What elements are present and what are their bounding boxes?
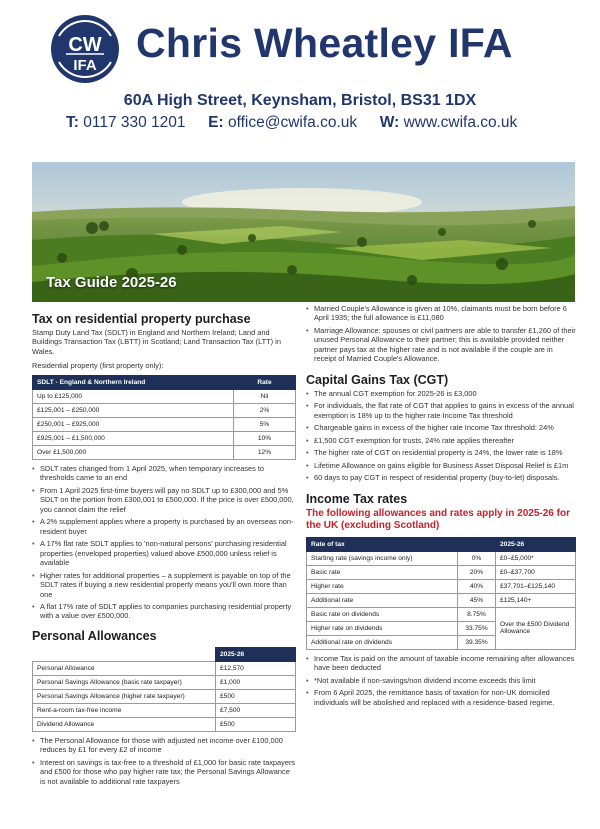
list-item: • A 2% supplement applies where a property is purchased by an overseas non-resident buyer xyxy=(32,517,296,536)
list-item: • Married Couple's Allowance is given at 10%, claimants must be born before 6 April 1935; the full allowance is £11,080 xyxy=(306,304,576,323)
table-row xyxy=(33,445,296,459)
table-cell: £12,570 xyxy=(216,661,296,675)
sdlt-heading: Tax on residential property purchase xyxy=(32,312,251,326)
table-cell: Higher rate on dividends xyxy=(307,621,458,635)
table-cell: £0–£5,000* xyxy=(496,551,576,565)
table-cell: Nil xyxy=(234,389,296,403)
phone-number[interactable]: 0117 330 1201 xyxy=(83,114,186,131)
table-cell: Personal Savings Allowance (higher rate taxpayer) xyxy=(33,689,216,703)
income-tax-heading: Income Tax rates xyxy=(306,491,408,506)
list-item: • 60 days to pay CGT in respect of residential property (buy-to-let) disposals. xyxy=(306,473,576,482)
table-cell: 2% xyxy=(234,403,296,417)
dividend-note-cell: Over the £500 Dividend Allowance xyxy=(496,607,576,649)
table-cell: Over £1,500,000 xyxy=(33,445,234,459)
table-header: Rate xyxy=(234,375,296,389)
table-cell: 20% xyxy=(458,565,496,579)
married-allowance-list xyxy=(306,304,576,364)
table-row xyxy=(33,431,296,445)
table-cell: £925,001 – £1,500,000 xyxy=(33,431,234,445)
list-item: • £1,500 CGT exemption for trusts, 24% rate applies thereafter xyxy=(306,436,576,445)
income-tax-table xyxy=(306,537,576,650)
table-cell: Additional rate on dividends xyxy=(307,635,458,649)
table-cell: Additional rate xyxy=(307,593,458,607)
table-row xyxy=(307,593,576,607)
table-header: SDLT - England & Northern Ireland xyxy=(33,375,234,389)
list-item: • Lifetime Allowance on gains eligible for Business Asset Disposal Relief is £1m xyxy=(306,461,576,470)
sdlt-intro: Stamp Duty Land Tax (SDLT) in England and Northern Ireland; Land and Buildings Transaction Tax (LBTT) in Scotland; Land Transaction Tax (LTT) in Wales. xyxy=(32,328,281,356)
table-row xyxy=(33,703,296,717)
table-header: 2025-26 xyxy=(496,537,576,551)
table-cell: Basic rate xyxy=(307,565,458,579)
table-cell: 33.75% xyxy=(458,621,496,635)
table-row xyxy=(307,565,576,579)
list-item: • Interest on savings is tax-free to a threshold of £1,000 for basic rate taxpayers and £500 for those who pay higher rate tax; the Personal Savings Allowance is not available to additional rate taxpayers xyxy=(32,758,296,786)
personal-allowances-table xyxy=(32,647,296,732)
table-cell: 0% xyxy=(458,551,496,565)
table-cell: 39.35% xyxy=(458,635,496,649)
sdlt-table xyxy=(32,375,296,460)
table-header xyxy=(458,537,496,551)
table-row xyxy=(307,551,576,565)
website-link[interactable]: www.cwifa.co.uk xyxy=(403,114,518,131)
table-cell: 40% xyxy=(458,579,496,593)
email-link[interactable]: office@cwifa.co.uk xyxy=(227,114,358,131)
firm-name: Chris Wheatley IFA xyxy=(136,20,513,66)
list-item: • Chargeable gains in excess of the higher rate Income Tax threshold: 24% xyxy=(306,423,576,432)
firm-address: 60A High Street, Keynsham, Bristol, BS31 1DX xyxy=(123,92,477,109)
left-column xyxy=(32,312,296,789)
contact-line xyxy=(66,114,517,132)
hero-banner xyxy=(32,162,575,302)
table-cell: Basic rate on dividends xyxy=(307,607,458,621)
list-item: • A flat 17% rate of SDLT applies to companies purchasing residential property with a value over £500,000. xyxy=(32,602,296,621)
list-item: • From 1 April 2025 first-time buyers will pay no SDLT up to £300,000 and 5% SDLT on the portion from £300,001 to £500,000. If the price is over £500,000, you cannot claim the relief xyxy=(32,486,296,514)
table-row xyxy=(33,675,296,689)
list-item: • Higher rates for additional properties – a supplement is payable on top of the SDLT rates if buying a new residential property means you'll own more than one xyxy=(32,571,296,599)
list-item: • SDLT rates changed from 1 April 2025, when temporary increases to thresholds came to an end xyxy=(32,464,296,483)
table-cell: £125,001 – £250,000 xyxy=(33,403,234,417)
personal-allowances-notes-list xyxy=(32,736,296,786)
table-cell: 10% xyxy=(234,431,296,445)
list-item: • Income Tax is paid on the amount of taxable income remaining after allowances have been deducted xyxy=(306,654,576,673)
table-row xyxy=(33,689,296,703)
list-item: • The Personal Allowance for those with adjusted net income over £100,000 reduces by £1 for every £2 of income xyxy=(32,736,296,755)
table-header: Rate of tax xyxy=(307,537,458,551)
table-row xyxy=(33,403,296,417)
table-cell: £500 xyxy=(216,717,296,731)
sdlt-notes-list xyxy=(32,464,296,621)
right-column xyxy=(306,304,576,710)
table-cell: Starting rate (savings income only) xyxy=(307,551,458,565)
table-row xyxy=(33,661,296,675)
table-cell: 12% xyxy=(234,445,296,459)
list-item: • Marriage Allowance: spouses or civil partners are able to transfer £1,260 of their unused Personal Allowance to their partner; this is available provided neither partner pays tax at the higher rate and is not available if the couple are in receipt of Married Couple's Allowance. xyxy=(306,326,576,364)
web-label: W: xyxy=(379,114,400,131)
table-row xyxy=(33,389,296,403)
table-cell: Higher rate xyxy=(307,579,458,593)
table-cell: 45% xyxy=(458,593,496,607)
table-cell: £1,000 xyxy=(216,675,296,689)
table-cell: Personal Savings Allowance (basic rate taxpayer) xyxy=(33,675,216,689)
page-header xyxy=(0,0,600,160)
table-row xyxy=(307,579,576,593)
table-cell: 8.75% xyxy=(458,607,496,621)
table-cell: Up to £125,000 xyxy=(33,389,234,403)
table-cell: Dividend Allowance xyxy=(33,717,216,731)
table-cell: £250,001 – £925,000 xyxy=(33,417,234,431)
table-row xyxy=(33,717,296,731)
table-cell: Personal Allowance xyxy=(33,661,216,675)
list-item: • For individuals, the flat rate of CGT that applies to gains in excess of the annual exemption is 18% up to the higher rate Income Tax threshold xyxy=(306,401,576,420)
guide-title: Tax Guide 2025-26 xyxy=(46,274,177,291)
cgt-heading: Capital Gains Tax (CGT) xyxy=(306,372,449,387)
table-cell: £125,140+ xyxy=(496,593,576,607)
table-row xyxy=(307,607,576,621)
table-cell: £7,500 xyxy=(216,703,296,717)
table-cell: £500 xyxy=(216,689,296,703)
table-row xyxy=(33,417,296,431)
email-label: E: xyxy=(208,114,224,131)
cgt-list xyxy=(306,389,576,483)
cwifa-logo-icon xyxy=(50,14,120,84)
list-item: • The annual CGT exemption for 2025-26 is £3,000 xyxy=(306,389,576,398)
table-cell: £0–£37,700 xyxy=(496,565,576,579)
personal-allowances-heading: Personal Allowances xyxy=(32,628,157,643)
income-tax-subheading: The following allowances and rates apply in 2025-26 for the UK (excluding Scotland) xyxy=(306,507,570,531)
list-item: • A 17% flat rate SDLT applies to 'non-natural persons' purchasing residential properties (enveloped properties) valued above £500,000 unless relief is available xyxy=(32,539,296,567)
sdlt-subintro: Residential property (first property only): xyxy=(32,361,164,371)
logo-text-top: CW xyxy=(68,34,102,56)
list-item: • *Not available if non-savings/non dividend income exceeds this limit xyxy=(306,676,576,685)
table-header: 2025-26 xyxy=(216,647,296,661)
list-item: • The higher rate of CGT on residential property is 24%, the lower rate is 18% xyxy=(306,448,576,457)
phone-label: T: xyxy=(66,114,79,131)
income-tax-notes-list xyxy=(306,654,576,707)
table-cell: Rent-a-room tax-free income xyxy=(33,703,216,717)
table-cell: 5% xyxy=(234,417,296,431)
table-cell: £37,701–£125,140 xyxy=(496,579,576,593)
table-header-blank xyxy=(33,647,216,661)
logo-text-bottom: IFA xyxy=(73,57,97,74)
list-item: • From 6 April 2025, the remittance basis of taxation for non-UK domiciled individuals will be abolished and replaced with a residence-based regime. xyxy=(306,688,576,707)
